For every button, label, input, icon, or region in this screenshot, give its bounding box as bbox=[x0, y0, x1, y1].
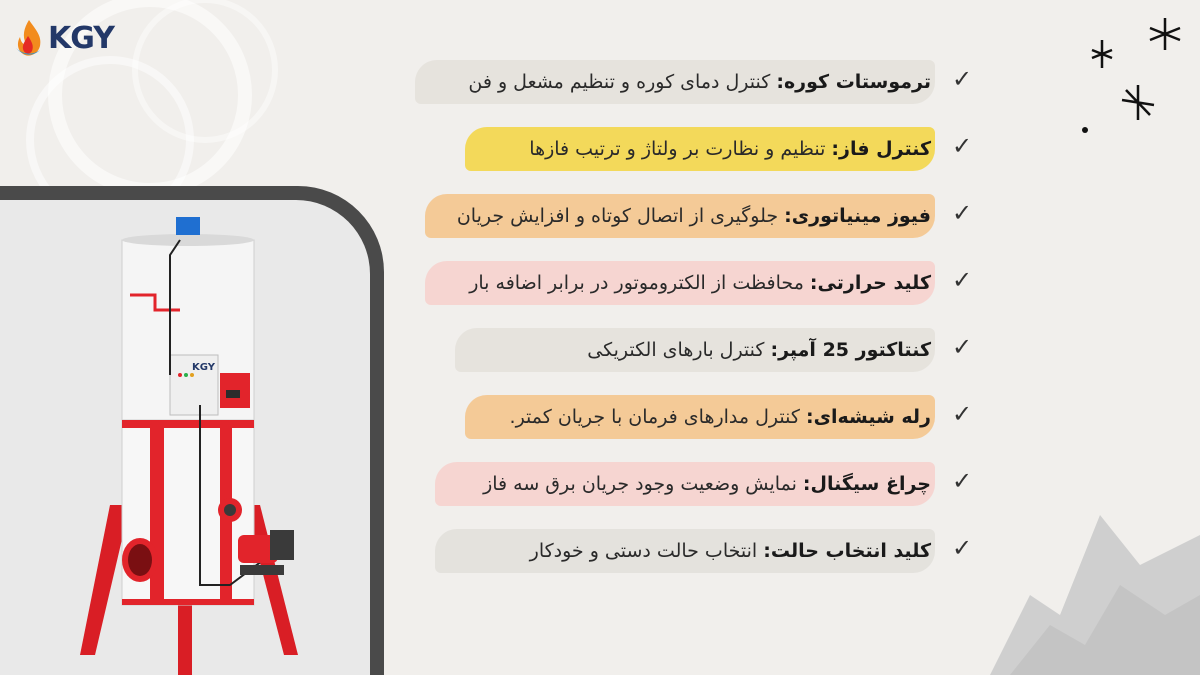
feature-item-thermostat bbox=[435, 48, 975, 115]
sparkle-decoration bbox=[1060, 0, 1200, 160]
feature-text bbox=[587, 339, 931, 361]
feature-title: فیوز مینیاتوری: bbox=[784, 204, 931, 227]
feature-desc: تنظیم و نظارت بر ولتاژ و ترتیب فازها bbox=[529, 137, 826, 160]
check-icon: ✓ bbox=[951, 400, 973, 428]
check-icon: ✓ bbox=[951, 266, 973, 294]
feature-text bbox=[468, 71, 931, 93]
feature-title: ترموستات کوره: bbox=[776, 70, 931, 93]
feature-item-mode-selector bbox=[435, 517, 975, 584]
logo-text: KGY bbox=[48, 20, 114, 56]
feature-desc: محافظت از الکتروموتور در برابر اضافه بار bbox=[469, 271, 804, 294]
feature-text bbox=[457, 205, 931, 227]
product-image-furnace bbox=[70, 215, 320, 675]
feature-title: کلید حرارتی: bbox=[809, 271, 931, 294]
machine-logo-label: KGY bbox=[192, 362, 215, 373]
check-icon: ✓ bbox=[951, 132, 973, 160]
feature-item-phase-control bbox=[435, 115, 975, 182]
feature-text bbox=[529, 138, 931, 160]
check-icon: ✓ bbox=[951, 467, 973, 495]
feature-item-thermal-switch bbox=[435, 249, 975, 316]
sparkle-dot bbox=[1082, 127, 1088, 133]
feature-text bbox=[483, 473, 931, 495]
flame-icon bbox=[12, 18, 46, 58]
decorative-mountain-shape bbox=[990, 475, 1200, 675]
feature-text bbox=[469, 272, 931, 294]
feature-title: کنتاکتور 25 آمپر: bbox=[770, 338, 931, 361]
feature-item-contactor bbox=[435, 316, 975, 383]
feature-desc: کنترل دمای کوره و تنظیم مشعل و فن bbox=[468, 70, 771, 93]
feature-item-glass-relay bbox=[435, 383, 975, 450]
brand-logo bbox=[12, 14, 142, 62]
feature-item-miniature-fuse bbox=[435, 182, 975, 249]
feature-title: رله شیشه‌ای: bbox=[805, 405, 931, 428]
feature-desc: نمایش وضعیت وجود جریان برق سه فاز bbox=[483, 472, 797, 495]
check-icon: ✓ bbox=[951, 534, 973, 562]
feature-title: چراغ سیگنال: bbox=[802, 472, 931, 495]
check-icon: ✓ bbox=[951, 65, 973, 93]
feature-list bbox=[435, 48, 975, 584]
check-icon: ✓ bbox=[951, 199, 973, 227]
feature-text bbox=[510, 406, 931, 428]
feature-desc: کنترل مدارهای فرمان با جریان کمتر. bbox=[509, 405, 800, 428]
feature-title: کنترل فاز: bbox=[831, 137, 931, 160]
feature-desc: جلوگیری از اتصال کوتاه و افزایش جریان bbox=[456, 204, 779, 227]
feature-item-signal-lamp bbox=[435, 450, 975, 517]
sparkle-icon bbox=[1092, 18, 1180, 120]
feature-text bbox=[530, 540, 931, 562]
feature-title: کلید انتخاب حالت: bbox=[763, 539, 931, 562]
feature-desc: انتخاب حالت دستی و خودکار bbox=[529, 539, 758, 562]
feature-desc: کنترل بارهای الکتریکی bbox=[587, 338, 765, 361]
check-icon: ✓ bbox=[951, 333, 973, 361]
